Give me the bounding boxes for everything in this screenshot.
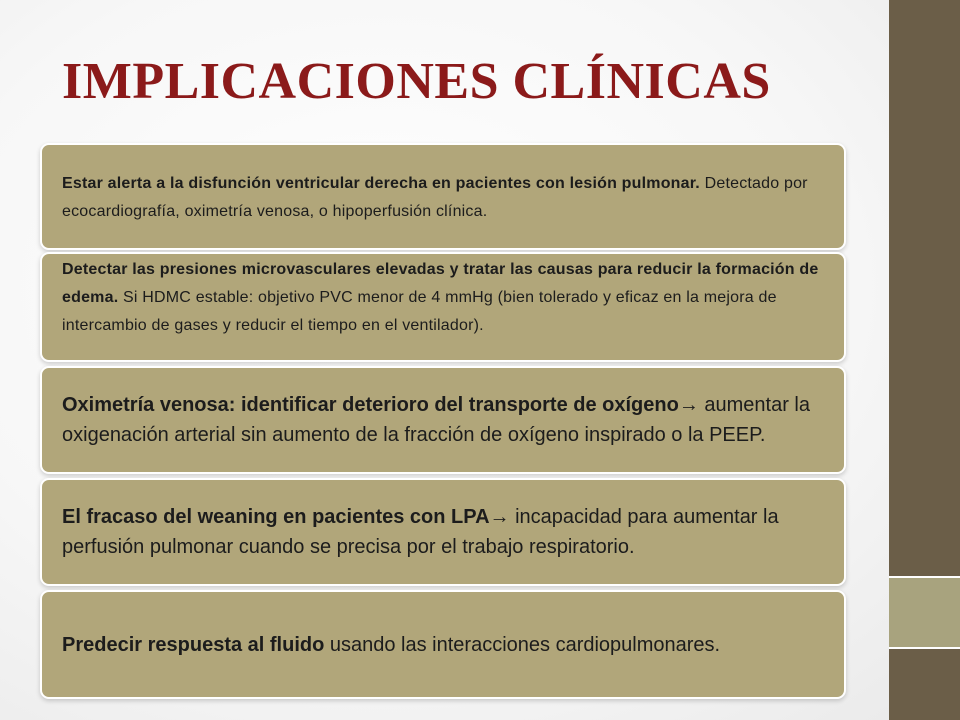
content-box-1 bbox=[40, 143, 846, 250]
arrow-icon: → bbox=[678, 394, 699, 416]
content-box-4 bbox=[40, 478, 846, 586]
content-box-2 bbox=[40, 252, 846, 362]
box-regular-text: Detectado por ecocardiografía, oximetría venosa, o hipoperfusión clínica. bbox=[62, 174, 808, 220]
side-band-bottom bbox=[889, 648, 960, 720]
box-bold-text: El fracaso del weaning en pacientes con LPA bbox=[62, 506, 490, 528]
box-regular-text: usando las interacciones cardiopulmonares. bbox=[324, 633, 721, 656]
side-band-accent bbox=[889, 577, 960, 648]
box-regular-text: Si HDMC estable: objetivo PVC menor de 4 mmHg (bien tolerado y eficaz en la mejora de intercambio de gases y reducir el tiempo en el ventilador). bbox=[62, 289, 777, 334]
box-bold-text: Predecir respuesta al fluido bbox=[62, 633, 325, 656]
box-text bbox=[62, 170, 826, 226]
slide-title: IMPLICACIONES CLÍNICAS bbox=[62, 53, 771, 110]
box-text bbox=[62, 502, 826, 562]
box-bold-text: Estar alerta a la disfunción ventricular derecha en pacientes con lesión pulmonar. bbox=[62, 174, 700, 192]
box-regular-text: incapacidad para aumentar la perfusión pulmonar cuando se precisa por el trabajo respiratorio. bbox=[62, 506, 779, 558]
band-divider bbox=[889, 576, 960, 578]
arrow-icon: → bbox=[489, 506, 510, 528]
box-bold-text: Oximetría venosa: bbox=[62, 394, 241, 416]
content-box-5 bbox=[40, 590, 846, 699]
side-band-top bbox=[889, 0, 960, 577]
box-text bbox=[62, 630, 720, 660]
band-divider bbox=[889, 647, 960, 649]
box-text bbox=[62, 256, 826, 340]
content-box-3 bbox=[40, 366, 846, 474]
box-text bbox=[62, 390, 826, 450]
box-bold-text: Detectar las presiones microvasculares elevadas y tratar las causas para reducir la formación de edema. bbox=[62, 261, 819, 306]
box-regular-text: aumentar la oxigenación arterial sin aumento de la fracción de oxígeno inspirado o la PEEP. bbox=[62, 394, 810, 446]
box-bold-text: identificar deterioro del transporte de oxígeno bbox=[240, 394, 679, 416]
